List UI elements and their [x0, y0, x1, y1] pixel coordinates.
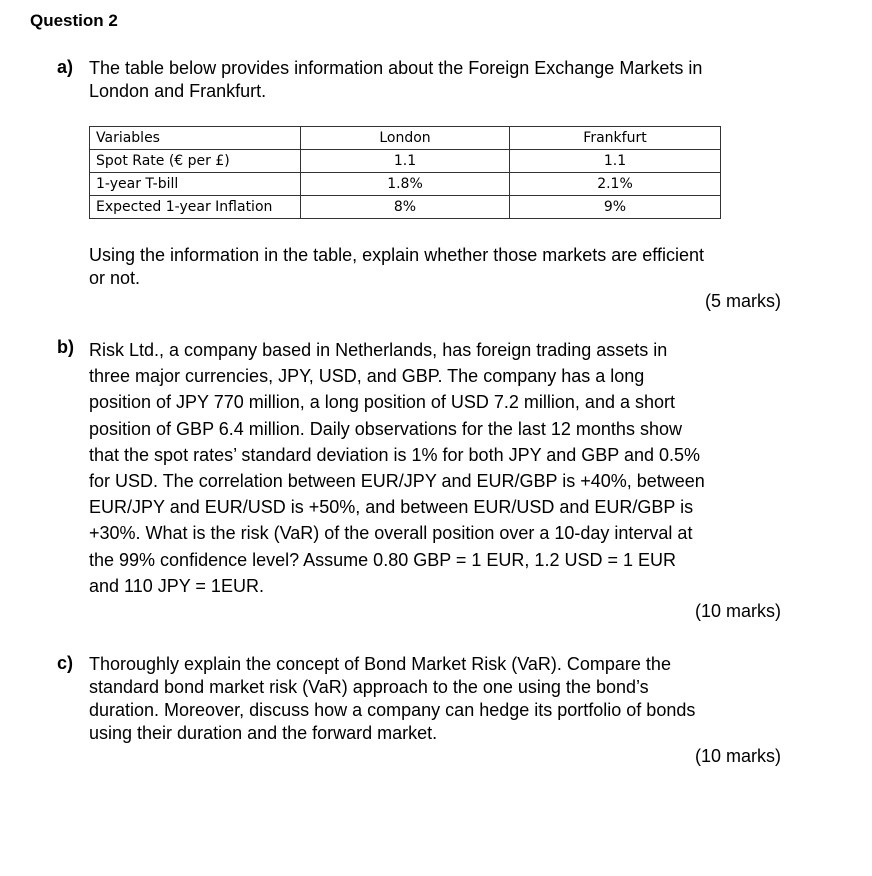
table-header-cell: Frankfurt: [510, 127, 721, 150]
table-cell: 2.1%: [510, 173, 721, 196]
part-a-question: [89, 244, 704, 290]
part-c-marks: (10 marks): [694, 746, 781, 766]
part-b-line-9: the 99% confidence level? Assume 0.80 GBP = 1 EUR, 1.2 USD = 1 EUR: [89, 549, 676, 570]
part-b-line-2: three major currencies, JPY, USD, and GBP. The company has a long: [89, 366, 645, 387]
part-c-body: [89, 653, 695, 745]
table-row: [90, 150, 721, 173]
table-cell: 1.8%: [301, 173, 510, 196]
table-row: [90, 196, 721, 219]
part-b-line-5: that the spot rates’ standard deviation is 1% for both JPY and GBP and 0.5%: [89, 444, 701, 465]
table-cell: Expected 1-year Inflation: [90, 196, 301, 219]
part-a-intro-line-2: London and Frankfurt.: [89, 81, 267, 101]
part-c-line-3: duration. Moreover, discuss how a company can hedge its portfolio of bonds: [89, 700, 696, 720]
table-cell: 1-year T-bill: [90, 173, 301, 196]
table-row: [90, 173, 721, 196]
table-cell: 9%: [510, 196, 721, 219]
part-c-line-4: using their duration and the forward market.: [89, 723, 438, 743]
part-a-question-line-2: or not.: [89, 268, 141, 288]
table-cell: 1.1: [510, 150, 721, 173]
part-a-marks: (5 marks): [705, 291, 781, 311]
table-header-cell: Variables: [90, 127, 301, 150]
part-b-line-7: EUR/JPY and EUR/USD is +50%, and between EUR/USD and EUR/GBP is: [89, 497, 694, 518]
part-b-line-8: +30%. What is the risk (VaR) of the overall position over a 10-day interval at: [89, 523, 693, 544]
part-a-question-line-1: Using the information in the table, explain whether those markets are efficient: [89, 245, 705, 265]
part-b-line-10: and 110 JPY = 1EUR.: [89, 575, 264, 596]
part-b-line-3: position of JPY 770 million, a long position of USD 7.2 million, and a short: [89, 392, 675, 413]
part-b-marks: (10 marks): [694, 601, 781, 621]
part-b-line-1: Risk Ltd., a company based in Netherlands, has foreign trading assets in: [89, 340, 668, 360]
table-cell: Spot Rate (€ per £): [90, 150, 301, 173]
part-a-intro-line-1: The table below provides information about the Foreign Exchange Markets in: [89, 58, 703, 78]
fx-market-table: [89, 126, 721, 219]
table-header-row: [90, 127, 721, 150]
part-c-line-1: Thoroughly explain the concept of Bond Market Risk (VaR). Compare the: [89, 654, 671, 674]
part-c-label: c): [57, 653, 74, 673]
part-a-label: a): [57, 57, 74, 77]
part-b-line-6: for USD. The correlation between EUR/JPY and EUR/GBP is +40%, between: [89, 471, 705, 492]
table-header-cell: London: [301, 127, 510, 150]
table-cell: 8%: [301, 196, 510, 219]
part-b-label: b): [57, 337, 74, 357]
part-b-line-4: position of GBP 6.4 million. Daily observations for the last 12 months show: [89, 418, 682, 439]
part-a-intro: [89, 57, 702, 103]
part-b-body: [89, 337, 705, 599]
question-title: Question 2: [30, 11, 118, 30]
part-c-line-2: standard bond market risk (VaR) approach to the one using the bond’s: [89, 677, 649, 697]
table-cell: 1.1: [301, 150, 510, 173]
